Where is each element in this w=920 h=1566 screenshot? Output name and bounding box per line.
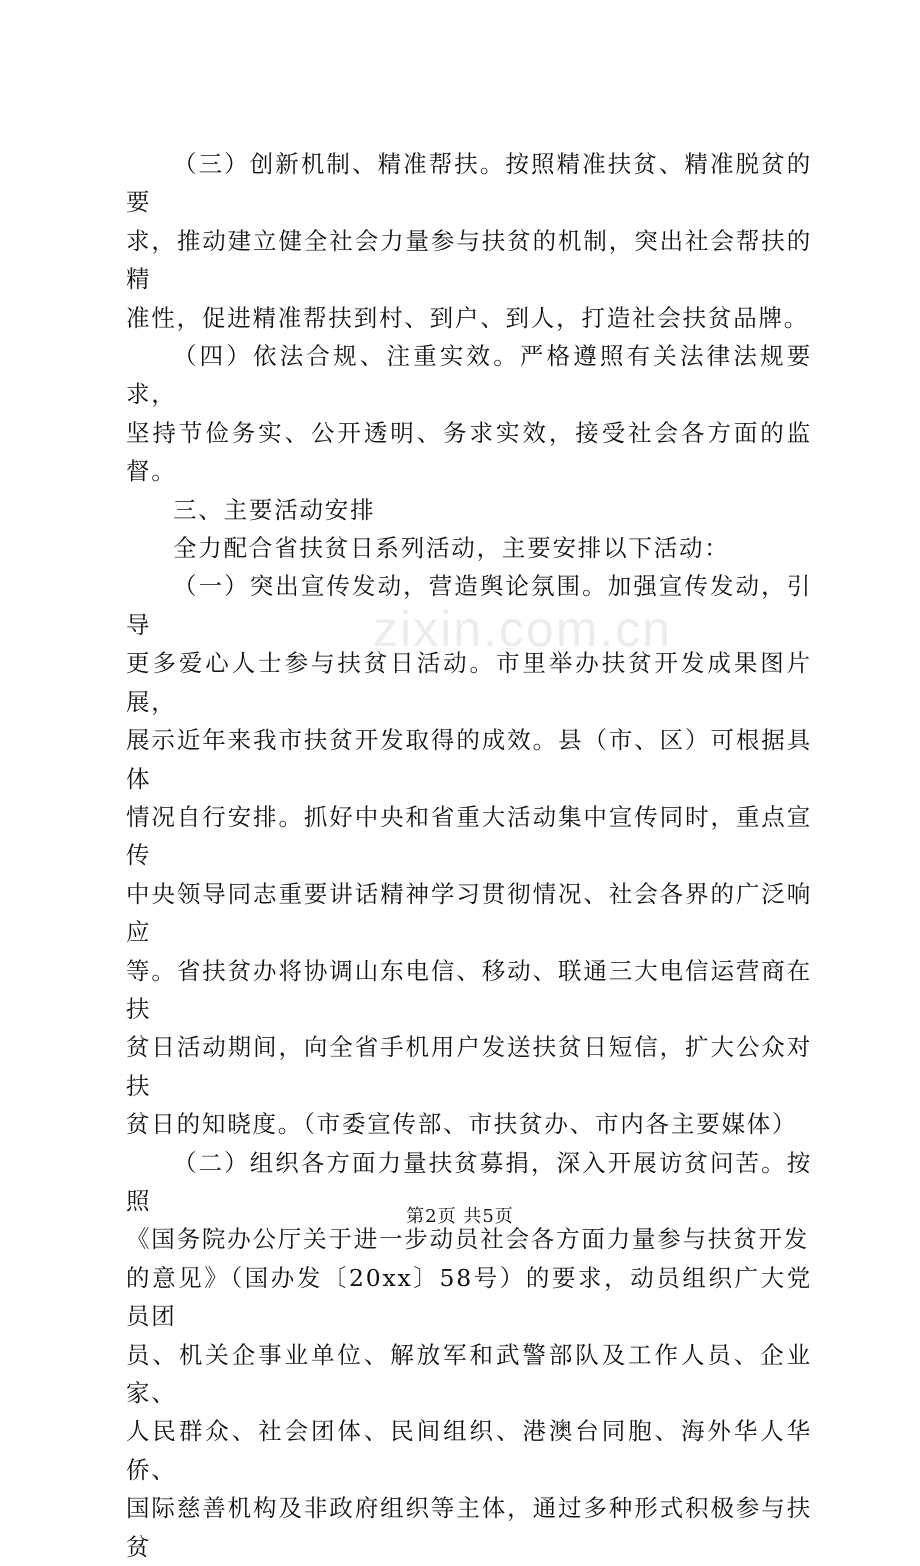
- text-line: 人民群众、社会团体、民间组织、港澳台同胞、海外华人华侨、: [126, 1417, 812, 1484]
- text-line: 坚持节俭务实、公开透明、务求实效，接受社会各方面的监督。: [126, 418, 812, 486]
- paragraph: [126, 529, 812, 567]
- text-line: 求，推动建立健全社会力量参与扶贫的机制，突出社会帮扶的精: [126, 226, 812, 294]
- text-line: 准性，促进精准帮扶到村、到户、到人，打造社会扶贫品牌。: [126, 303, 810, 332]
- text-line: 国际慈善机构及非政府组织等主体，通过多种形式积极参与扶贫: [126, 1494, 812, 1561]
- text-line: 《国务院办公厅关于进一步动员社会各方面力量参与扶贫开发: [126, 1225, 810, 1254]
- text-line: 贫日活动期间，向全省手机用户发送扶贫日短信，扩大公众对扶: [126, 1033, 812, 1100]
- text-line: 等。省扶贫办将协调山东电信、移动、联通三大电信运营商在扶: [126, 956, 812, 1023]
- paragraph: [126, 337, 812, 491]
- document-body: [126, 145, 812, 1566]
- paragraph: [126, 491, 812, 529]
- text-line: 展示近年来我市扶贫开发取得的成效。县（市、区）可根据具体: [126, 726, 812, 793]
- text-line: （四）依法合规、注重实效。严格遵照有关法律法规要求，: [126, 342, 812, 409]
- watermark: zixin.com.cn: [373, 601, 673, 657]
- text-line: 三、主要活动安排: [173, 495, 376, 524]
- text-line: 贫日的知晓度。（市委宣传部、市扶贫办、市内各主要媒体）: [126, 1110, 798, 1139]
- text-line: （二）组织各方面力量扶贫募捐，深入开展访贫问苦。按照: [126, 1148, 812, 1215]
- text-line: （一）突出宣传发动，营造舆论氛围。加强宣传发动，引导: [126, 572, 812, 639]
- text-line: 的意见》（国办发〔20xx〕58号）的要求，动员组织广大党员团: [126, 1263, 812, 1331]
- paragraph: [126, 567, 812, 1143]
- text-line: 中央领导同志重要讲话精神学习贯彻情况、社会各界的广泛响应: [126, 879, 812, 947]
- text-line: 情况自行安排。抓好中央和省重大活动集中宣传同时，重点宣传: [126, 802, 812, 870]
- text-line: （三）创新机制、精准帮扶。按照精准扶贫、精准脱贫的要: [126, 150, 812, 217]
- text-line: 全力配合省扶贫日系列活动，主要安排以下活动：: [173, 534, 730, 563]
- text-line: 更多爱心人士参与扶贫日活动。市里举办扶贫开发成果图片展，: [126, 649, 812, 716]
- paragraph: [126, 145, 812, 337]
- page-footer: 第2页 共5页: [406, 1206, 514, 1227]
- text-line: 员、机关企事业单位、解放军和武警部队及工作人员、企业家、: [126, 1340, 812, 1407]
